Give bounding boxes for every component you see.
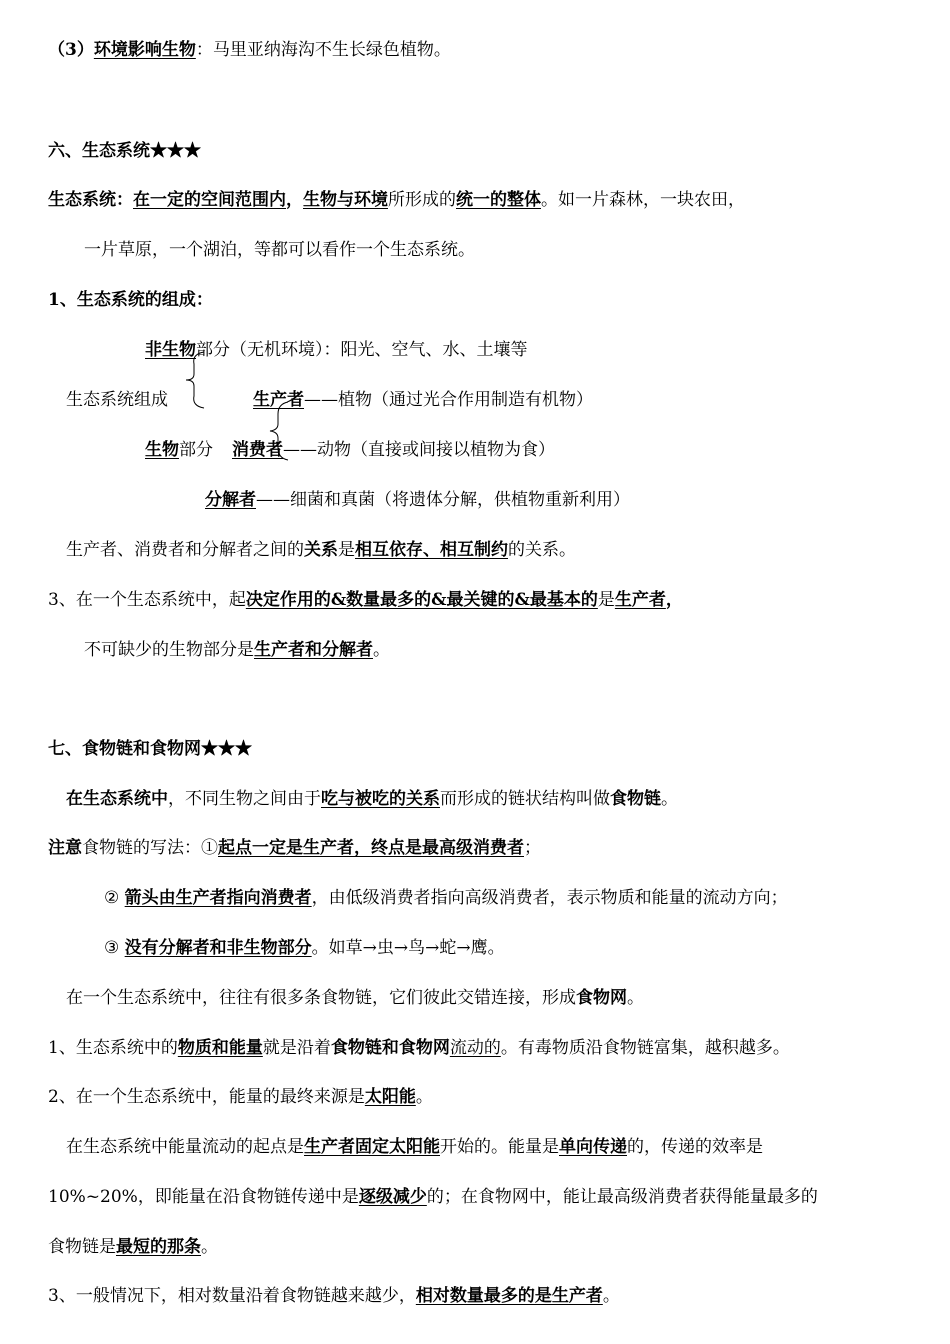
point-1 [48, 1036, 790, 1060]
comma: ， [286, 190, 303, 210]
section-title: 七、食物链和食物网★★★ [48, 739, 252, 759]
term-producer-fix: 生产者固定太阳能 [304, 1137, 440, 1157]
term-decomposer: 分解者 [205, 490, 256, 510]
text: 就是沿着 [262, 1038, 331, 1058]
composition-heading [48, 288, 213, 312]
text: 。 [415, 1087, 433, 1107]
term-food-web: 食物网 [576, 988, 627, 1008]
point-2 [48, 1085, 433, 1109]
text: 。 [201, 1237, 218, 1257]
term: 在生态系统中 [66, 789, 168, 809]
text: ③ [104, 938, 125, 958]
term-eat-relation: 吃与被吃的关系 [321, 789, 440, 809]
tree-consumer [232, 438, 555, 462]
text: ——植物（通过光合作用制造有机物） [304, 390, 593, 410]
food-web-line [66, 986, 644, 1010]
text: 1、生态系统中的 [48, 1038, 178, 1058]
text: 食物链是 [48, 1237, 116, 1257]
text: 。如一片森林，一块农田， [541, 190, 745, 210]
term-abiotic: 非生物 [145, 340, 196, 360]
term-env-affects-bio: 环境影响生物 [93, 40, 196, 60]
tree-producer [253, 388, 593, 412]
term-decreasing: 逐级减少 [358, 1187, 427, 1207]
text: ——动物（直接或间接以植物为食） [283, 440, 555, 460]
point-2-cont-3 [48, 1235, 218, 1259]
ecosystem-definition [48, 188, 745, 212]
point-3-cont [84, 638, 390, 662]
term-food-chain: 食物链 [610, 789, 661, 809]
text-flows: 流动的 [449, 1038, 501, 1058]
text: 是 [338, 540, 355, 560]
food-chain-definition [66, 787, 678, 811]
term-interdependent: 相互依存、相互制约 [355, 540, 508, 560]
text: 10%~20%，即能量在沿食物链传递中是 [48, 1187, 359, 1207]
text: 是 [597, 590, 615, 610]
text: 在一个生态系统中，往往有很多条食物链，它们彼此交错连接，形成 [66, 988, 576, 1008]
term-decisive: 决定作用的&数量最多的&最关键的&最基本的 [245, 590, 598, 610]
text: 部分 [179, 440, 213, 460]
text: 3、一般情况下，相对数量沿着食物链越来越少， [48, 1286, 416, 1306]
text: 的，传递的效率是 [627, 1137, 763, 1157]
text: 2、在一个生态系统中，能量的最终来源是 [48, 1087, 365, 1107]
term-producer: 生产者 [614, 590, 666, 610]
term: 生态系统： [48, 190, 133, 210]
note-3 [104, 936, 505, 960]
tree-root: 生态系统组成 [66, 390, 168, 410]
text: 。 [627, 988, 644, 1008]
term-matter-energy: 物质和能量 [177, 1038, 263, 1058]
relationship-line [66, 538, 576, 562]
term-most-producer: 相对数量最多的是生产者 [415, 1286, 603, 1306]
term-solar: 太阳能 [364, 1087, 416, 1107]
term-producer: 生产者 [253, 390, 304, 410]
text: 所形成的 [388, 190, 456, 210]
term-note: 注意 [48, 838, 82, 858]
term-consumer: 消费者 [232, 440, 283, 460]
note-2 [104, 886, 788, 910]
text: ② [104, 888, 125, 908]
text: 。如草→虫→鸟→蛇→鹰。 [311, 938, 505, 958]
text: ，不同生物之间由于 [168, 789, 321, 809]
term-biotic: 生物 [145, 440, 179, 460]
section-7-heading [48, 737, 252, 761]
comma: ， [665, 590, 683, 610]
point-2-cont-1 [66, 1135, 763, 1159]
text: 3、在一个生态系统中，起 [48, 590, 246, 610]
point-2-cont-2 [48, 1185, 818, 1209]
term-one-way: 单向传递 [559, 1137, 627, 1157]
text: 。 [373, 640, 390, 660]
text: 食物链的写法：① [82, 838, 218, 858]
term-bio-env: 生物与环境 [303, 190, 388, 210]
text: ； [524, 838, 541, 858]
term-producer-decomposer: 生产者和分解者 [254, 640, 373, 660]
text: 。有毒物质沿食物链富集，越积越多。 [500, 1038, 790, 1058]
term-start-end: 起点一定是生产者，终点是最高级消费者 [218, 838, 524, 858]
label-num: （3） [48, 40, 94, 60]
text: 而形成的链状结构叫做 [440, 789, 610, 809]
heading-text: 1、生态系统的组成： [48, 290, 213, 310]
term-no-decomposer: 没有分解者和非生物部分 [124, 938, 312, 958]
term-chain-web: 食物链和食物网 [330, 1038, 450, 1058]
text: ——细菌和真菌（将遗体分解，供植物重新利用） [256, 490, 630, 510]
text: 在生态系统中能量流动的起点是 [66, 1137, 304, 1157]
text: 。 [661, 789, 678, 809]
term-shortest: 最短的那条 [116, 1237, 201, 1257]
term-arrow: 箭头由生产者指向消费者 [124, 888, 312, 908]
text: 。 [602, 1286, 620, 1306]
text: 的关系。 [508, 540, 576, 560]
tree-biotic [145, 438, 213, 462]
point-3-quantity [48, 1284, 620, 1308]
term-unified-whole: 统一的整体 [456, 190, 541, 210]
text: 开始的。能量是 [440, 1137, 559, 1157]
text: ：马里亚纳海沟不生长绿色植物。 [195, 40, 451, 60]
text: 的；在食物网中，能让最高级消费者获得能量最多的 [426, 1187, 818, 1207]
section-6-heading [48, 139, 201, 163]
term-space-range: 在一定的空间范围内 [133, 190, 286, 210]
text: 生产者、消费者和分解者之间的 [66, 540, 304, 560]
term: 关系 [304, 540, 338, 560]
text: 部分（无机环境）：阳光、空气、水、土壤等 [196, 340, 528, 360]
ecosystem-definition-cont: 一片草原，一个湖泊，等都可以看作一个生态系统。 [84, 240, 475, 260]
note-1 [48, 836, 541, 860]
text: ，由低级消费者指向高级消费者，表示物质和能量的流动方向； [311, 888, 788, 908]
point-3 [48, 588, 683, 612]
line-environment [48, 38, 451, 62]
brace-main [182, 350, 208, 410]
section-title: 六、生态系统★★★ [48, 141, 201, 161]
tree-decomposer [205, 488, 630, 512]
text: 不可缺少的生物部分是 [84, 640, 254, 660]
